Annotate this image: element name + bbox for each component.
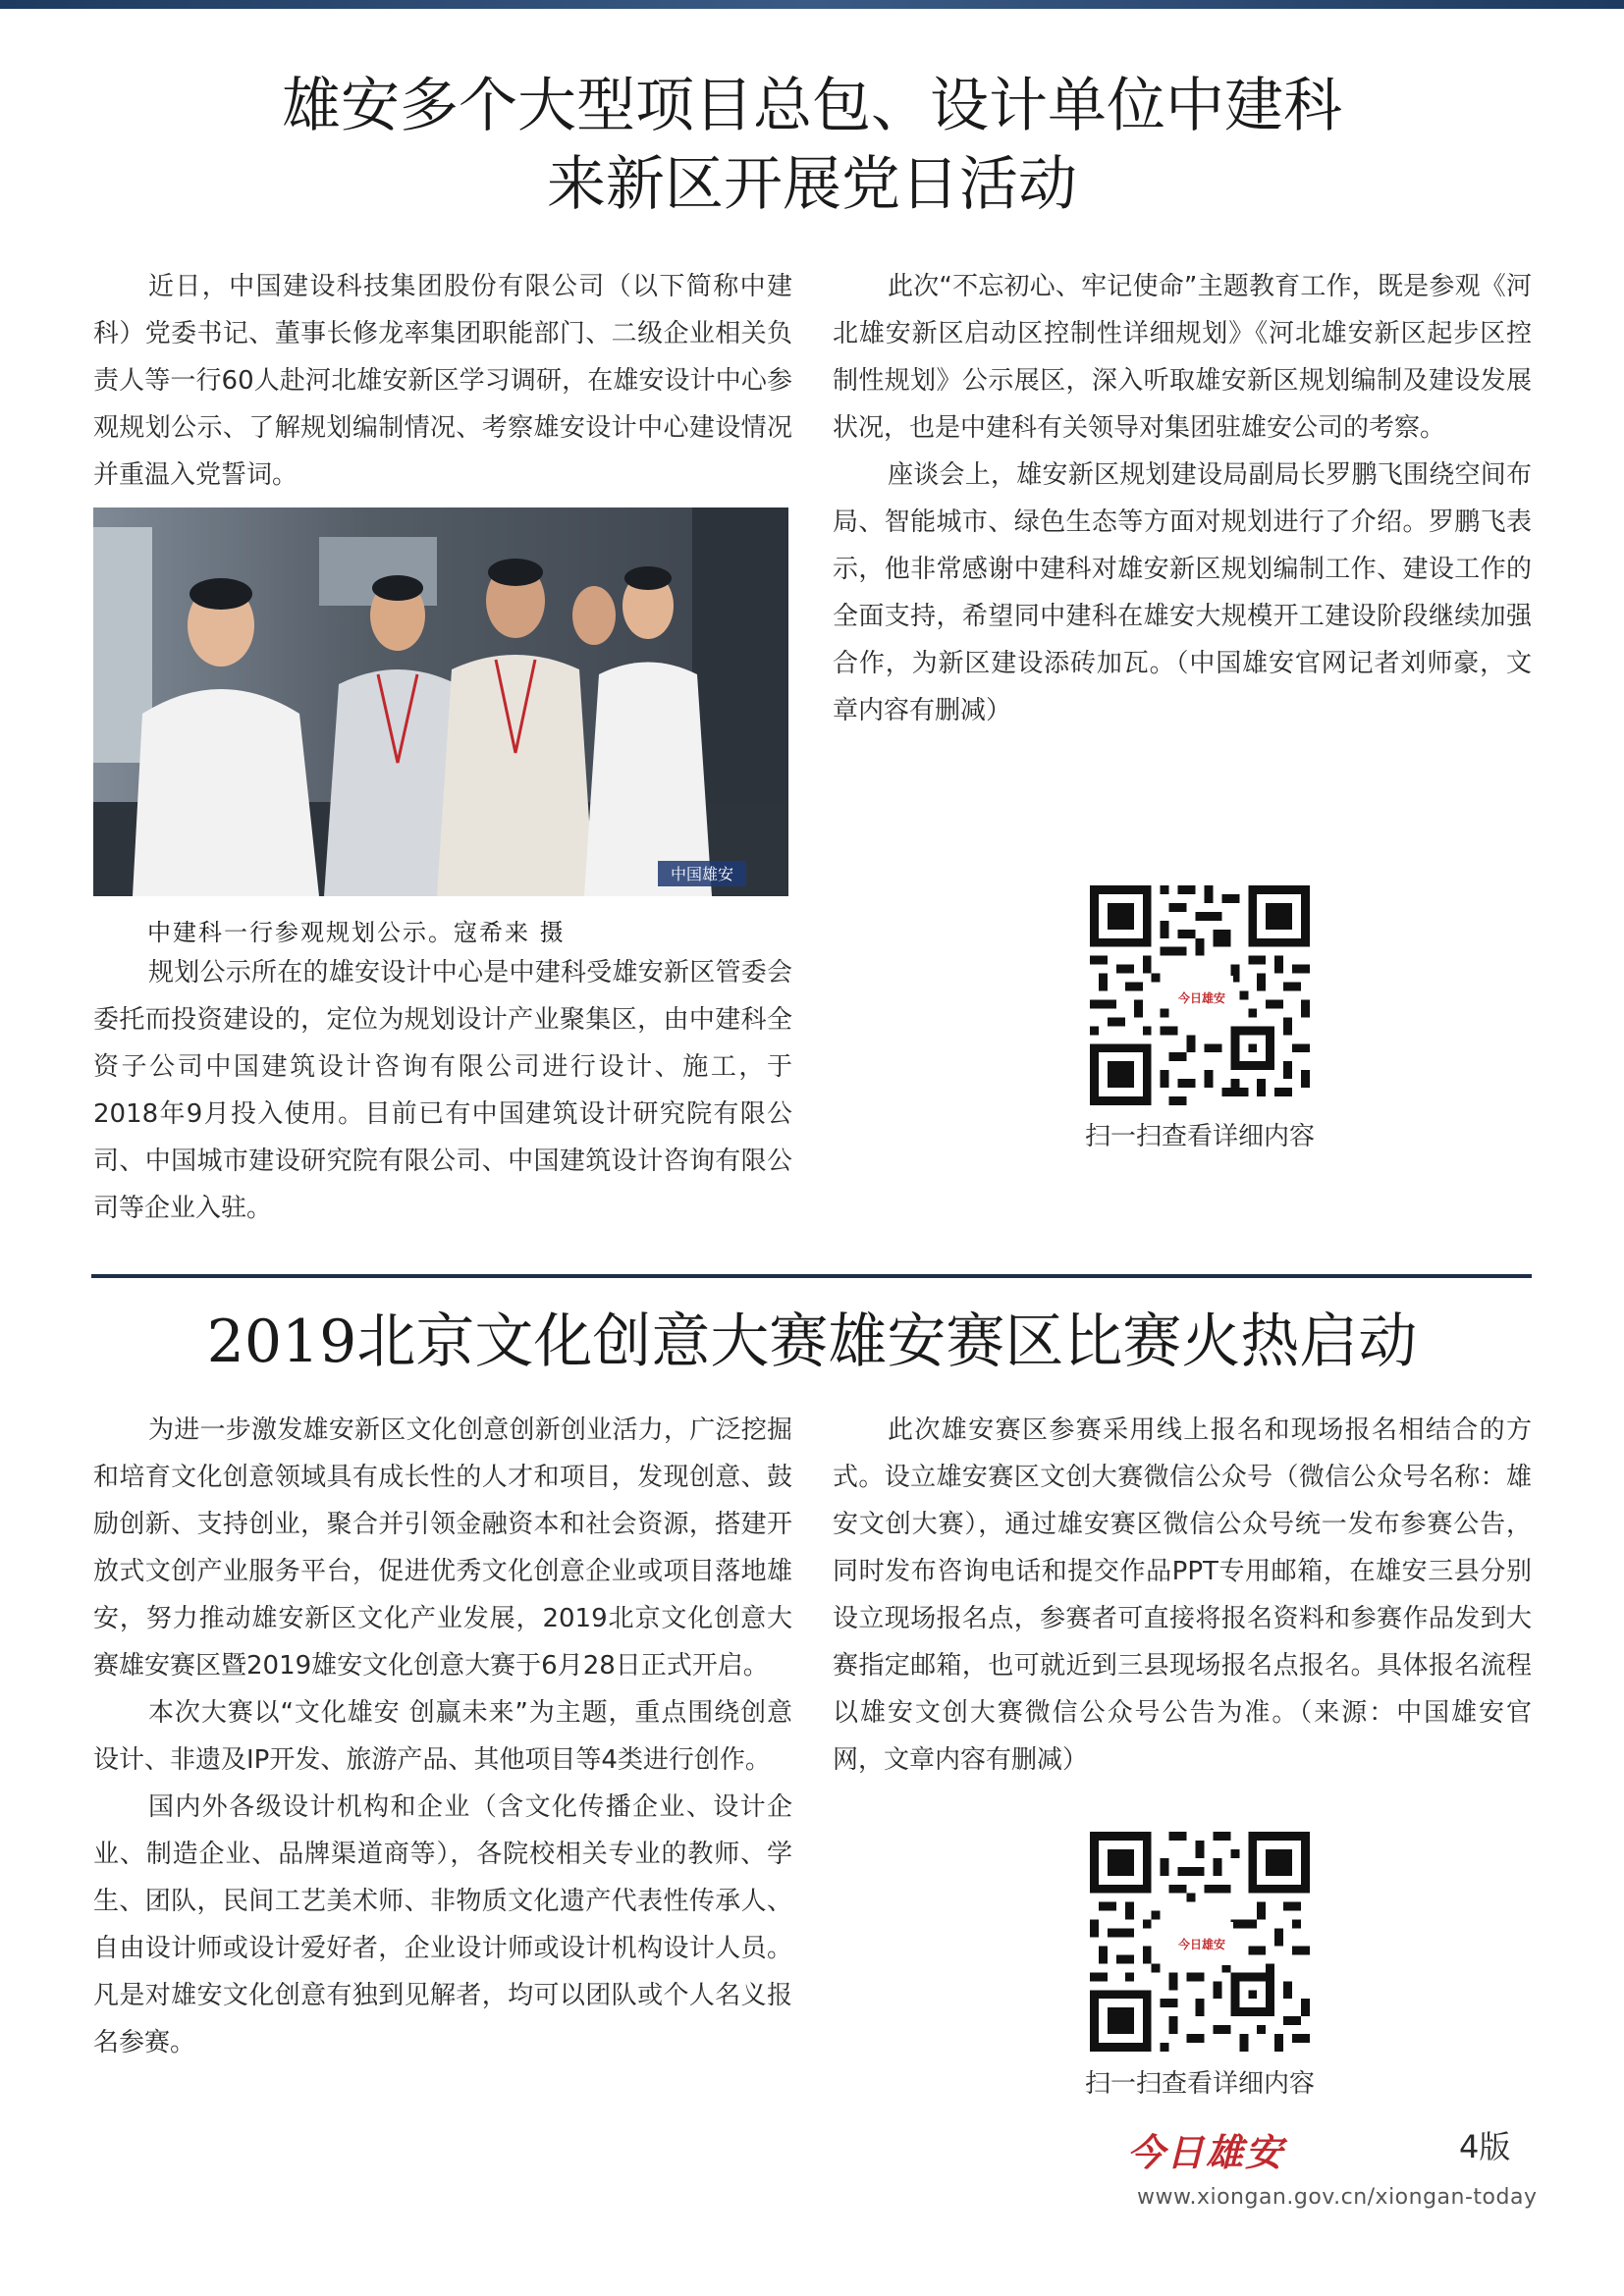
footer-url-link[interactable]: www.xiongan.gov.cn/xiongan-today [1137,2185,1538,2210]
section-divider [91,1274,1532,1278]
footer-brand-logo: 今日雄安 [1127,2130,1285,2174]
qr-code-article1[interactable] [1090,885,1310,1105]
article1-paragraph: 座谈会上，雄安新区规划建设局副局长罗鹏飞围绕空间布局、智能城市、绿色生态等方面对规划进行了介绍。罗鹏飞表示，他非常感谢中建科对雄安新区规划编制工作、建设工作的全面支持，希望同中建科在雄安大规模开工建设阶段继续加强合作，为新区建设添砖加瓦。（中国雄安官网记者刘师豪，文章内容有删减） [833,460,1532,725]
photo-watermark: 中国雄安 [670,865,734,883]
article1-title-line2: 来新区开展党日活动 [547,150,1077,219]
qr-center-logo: 今日雄安 [1170,976,1233,1019]
article2-paragraph: 本次大赛以“文化雄安 创赢未来”为主题，重点围绕创意设计、非遗及IP开发、旅游产品、其他项目等4类进行创作。 [93,1698,792,1775]
article1-paragraph: 近日，中国建设科技集团股份有限公司（以下简称中建科）党委书记、董事长修龙率集团职能部门、二级企业相关负责人等一行60人赴河北雄安新区学习调研，在雄安设计中心参观规划公示、了解规划编制情况、考察雄安设计中心建设情况并重温入党誓词。 [93,272,792,490]
page-number: 4版 [1459,2128,1511,2165]
qr-scan-label: 扫一扫查看详细内容 [1084,1122,1315,1151]
article2-left-column [93,1407,792,2066]
photo-caption: 中建科一行参观规划公示。寇希来 摄 [147,919,566,946]
article1-left-column [93,263,792,499]
qr-scan-label: 扫一扫查看详细内容 [1084,2069,1315,2099]
article1-paragraph: 此次“不忘初心、牢记使命”主题教育工作，既是参观《河北雄安新区启动区控制性详细规划》《河北雄安新区起步区控制性规划》公示展区，深入听取雄安新区规划编制及建设发展状况，也是中建科有关领导对集团驻雄安公司的考察。 [833,272,1532,443]
qr-center-logo: 今日雄安 [1170,1922,1233,1965]
qr-code-article2[interactable] [1090,1832,1310,2052]
article2-paragraph: 为进一步激发雄安新区文化创意创新创业活力，广泛挖掘和培育文化创意领域具有成长性的人才和项目，发现创意、鼓励创新、支持创业，聚合并引领金融资本和社会资源，搭建开放式文创产业服务平台，促进优秀文化创意企业或项目落地雄安，努力推动雄安新区文化产业发展，2019北京文化创意大赛雄安赛区暨2019雄安文化创意大赛于6月28日正式开启。 [93,1415,792,1681]
article1-photo [93,507,788,896]
article2-paragraph: 此次雄安赛区参赛采用线上报名和现场报名相结合的方式。设立雄安赛区文创大赛微信公众号（微信公众号名称：雄安文创大赛），通过雄安赛区微信公众号统一发布参赛公告，同时发布咨询电话和提交作品PPT专用邮箱，在雄安三县分别设立现场报名点，参赛者可直接将报名资料和参赛作品发到大赛指定邮箱，也可就近到三县现场报名点报名。具体报名流程以雄安文创大赛微信公众号公告为准。（来源：中国雄安官网，文章内容有删减） [833,1415,1532,1775]
group-visiting-photo [93,507,788,896]
article1-left-column-continued [93,949,792,1232]
article2-paragraph: 国内外各级设计机构和企业（含文化传播企业、设计企业、制造企业、品牌渠道商等），各院校相关专业的教师、学生、团队，民间工艺美术师、非物质文化遗产代表性传承人、自由设计师或设计爱好者，企业设计师或设计机构设计人员。凡是对雄安文化创意有独到见解者，均可以团队或个人名义报名参赛。 [93,1792,792,2057]
article2-right-column [833,1407,1532,1784]
article2-title: 2019北京文化创意大赛雄安赛区比赛火热启动 [206,1308,1418,1376]
article1-title [93,67,1531,224]
article1-paragraph: 规划公示所在的雄安设计中心是中建科受雄安新区管委会委托而投资建设的，定位为规划设计产业聚集区，由中建科全资子公司中国建筑设计咨询有限公司进行设计、施工，于2018年9月投入使用。目前已有中国建筑设计研究院有限公司、中国城市建设研究院有限公司、中国建筑设计咨询有限公司等企业入驻。 [93,958,792,1223]
article1-right-column [833,263,1532,734]
article1-title-line1: 雄安多个大型项目总包、设计单位中建科 [282,72,1342,140]
top-banner-bar [0,0,1624,9]
